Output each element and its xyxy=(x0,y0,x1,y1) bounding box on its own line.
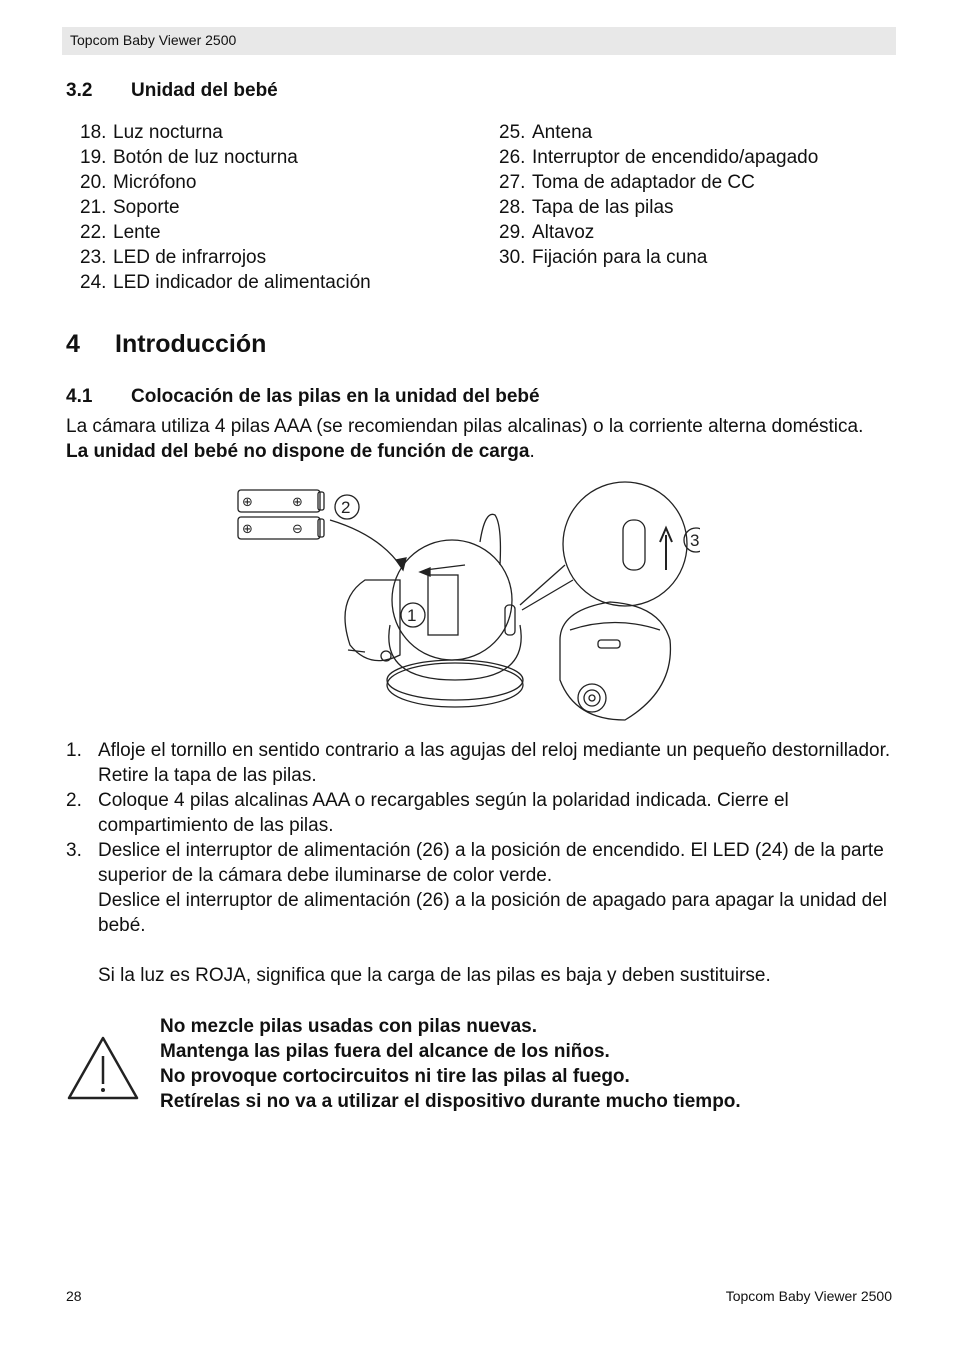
installation-steps xyxy=(66,738,896,988)
warning-line: Mantenga las pilas fuera del alcance de los niños. xyxy=(160,1041,610,1062)
callout-2: 2 xyxy=(341,498,351,517)
section-heading-3-2 xyxy=(66,80,278,102)
list-item xyxy=(80,195,371,220)
list-item xyxy=(499,195,818,220)
page-header xyxy=(62,27,896,55)
section-number: 3.2 xyxy=(66,80,93,101)
list-item xyxy=(80,245,371,270)
chapter-title: Introducción xyxy=(115,330,267,358)
part-label: LED de infrarrojos xyxy=(113,247,267,268)
header-title: Topcom Baby Viewer 2500 xyxy=(70,32,237,48)
step-number: 3. xyxy=(66,840,82,861)
part-number: 19. xyxy=(80,147,107,168)
section-number: 4.1 xyxy=(66,386,93,407)
battery-icon xyxy=(238,490,324,539)
svg-text:⊖: ⊖ xyxy=(292,522,303,537)
step-number: 1. xyxy=(66,740,82,761)
list-item xyxy=(80,145,371,170)
callout-1: 1 xyxy=(407,606,417,625)
camera-unit-illustration xyxy=(345,514,523,707)
step-text: Coloque 4 pilas alcalinas AAA o recargables según la polaridad indicada. Cierre el compartimiento de las pilas. xyxy=(98,790,789,836)
chapter-heading-4 xyxy=(66,330,266,359)
intro-paragraph xyxy=(66,414,866,464)
step-text: Deslice el interruptor de alimentación (26) a la posición de encendido. El LED (24) de la parte superior de la cámara debe iluminarse de color verde. xyxy=(98,840,884,886)
part-label: Fijación para la cuna xyxy=(532,247,708,268)
part-number: 29. xyxy=(499,222,526,243)
part-label: Soporte xyxy=(113,197,180,218)
warning-triangle-icon xyxy=(66,1034,140,1102)
part-label: Altavoz xyxy=(532,222,595,243)
part-number: 27. xyxy=(499,172,526,193)
battery-installation-figure xyxy=(230,480,700,725)
part-number: 21. xyxy=(80,197,107,218)
part-number: 30. xyxy=(499,247,526,268)
list-item xyxy=(80,170,371,195)
step-text-off: Deslice el interruptor de alimentación (26) a la posición de apagado para apagar la unidad del bebé. xyxy=(98,890,888,936)
part-label: Interruptor de encendido/apagado xyxy=(532,147,819,168)
part-number: 18. xyxy=(80,122,107,143)
list-item xyxy=(499,220,818,245)
parts-list-left xyxy=(80,120,371,295)
parts-list-right xyxy=(499,120,818,270)
intro-bold-text: La unidad del bebé no dispone de función de carga xyxy=(66,441,530,462)
svg-text:⊕: ⊕ xyxy=(292,495,303,510)
warning-line: No mezcle pilas usadas con pilas nuevas. xyxy=(160,1016,537,1037)
svg-text:⊕: ⊕ xyxy=(242,522,253,537)
part-label: Lente xyxy=(113,222,161,243)
part-number: 28. xyxy=(499,197,526,218)
warning-list xyxy=(160,1014,741,1114)
section-title: Unidad del bebé xyxy=(131,80,278,101)
part-number: 24. xyxy=(80,272,107,293)
part-number: 23. xyxy=(80,247,107,268)
list-item xyxy=(499,120,818,145)
step-text-red: Si la luz es ROJA, significa que la carga de las pilas es baja y deben sustituirse. xyxy=(98,965,771,986)
warning-line: No provoque cortocircuitos ni tire las pilas al fuego. xyxy=(160,1066,630,1087)
section-title: Colocación de las pilas en la unidad del bebé xyxy=(131,386,540,407)
chapter-number: 4 xyxy=(66,330,80,358)
intro-end: . xyxy=(529,441,535,462)
list-item xyxy=(499,145,818,170)
part-number: 25. xyxy=(499,122,526,143)
section-heading-4-1 xyxy=(66,386,540,408)
part-label: Antena xyxy=(532,122,593,143)
list-item xyxy=(66,738,896,788)
part-label: LED indicador de alimentación xyxy=(113,272,371,293)
intro-text: La cámara utiliza 4 pilas AAA (se recomiendan pilas alcalinas) o la corriente alterna doméstica. xyxy=(66,416,864,437)
part-number: 26. xyxy=(499,147,526,168)
footer-title: Topcom Baby Viewer 2500 xyxy=(725,1288,892,1304)
part-label: Luz nocturna xyxy=(113,122,223,143)
part-label: Micrófono xyxy=(113,172,197,193)
svg-text:⊕: ⊕ xyxy=(242,495,253,510)
list-item xyxy=(80,270,371,295)
part-label: Botón de luz nocturna xyxy=(113,147,298,168)
step-text: Afloje el tornillo en sentido contrario a las agujas del reloj mediante un pequeño destornillador. Retire la tapa de las pilas. xyxy=(98,740,891,786)
camera-lens-detail xyxy=(560,602,670,720)
step-number: 2. xyxy=(66,790,82,811)
page-number: 28 xyxy=(66,1288,82,1304)
figure-drawing xyxy=(230,480,700,725)
part-number: 20. xyxy=(80,172,107,193)
list-item xyxy=(499,170,818,195)
power-switch-detail xyxy=(520,482,700,610)
list-item xyxy=(80,220,371,245)
callout-3: 3 xyxy=(690,531,700,550)
warning-line: Retírelas si no va a utilizar el dispositivo durante mucho tiempo. xyxy=(160,1091,741,1112)
part-label: Tapa de las pilas xyxy=(532,197,674,218)
list-item xyxy=(66,788,896,838)
part-number: 22. xyxy=(80,222,107,243)
list-item xyxy=(80,120,371,145)
list-item xyxy=(499,245,818,270)
list-item xyxy=(66,838,896,988)
part-label: Toma de adaptador de CC xyxy=(532,172,755,193)
